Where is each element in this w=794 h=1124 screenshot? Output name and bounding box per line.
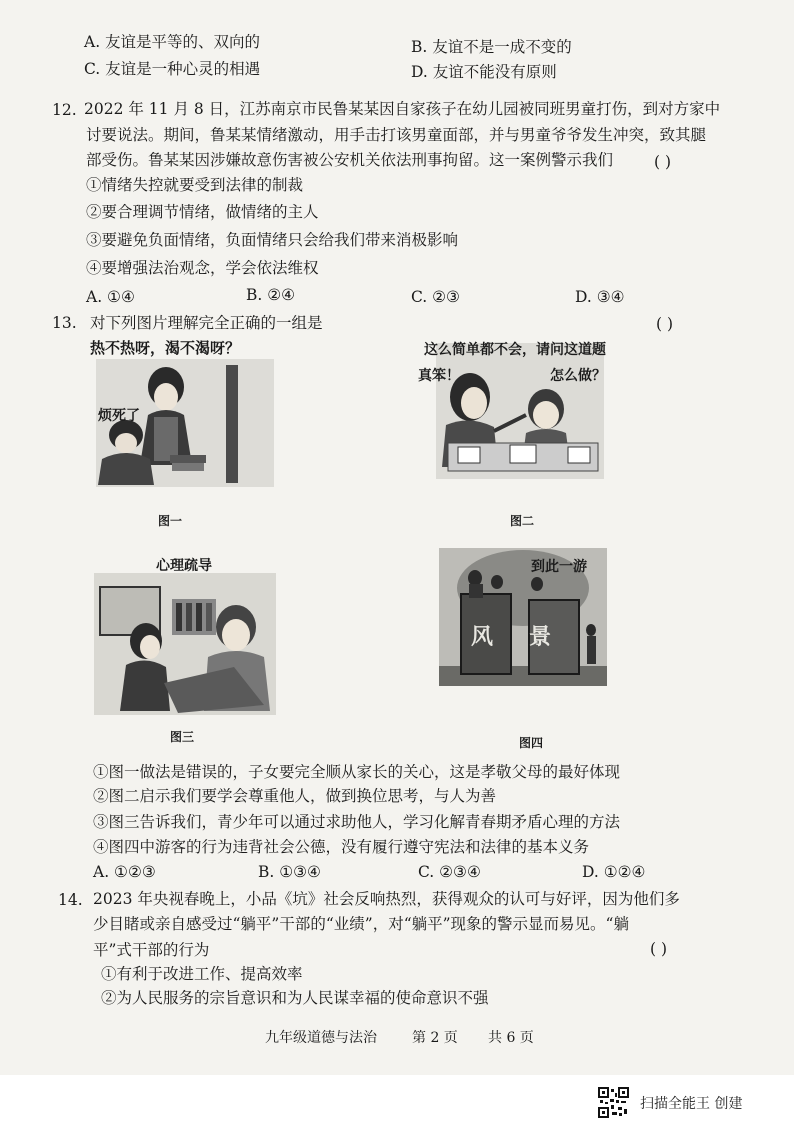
picture-1 bbox=[88, 335, 278, 530]
picture-2 bbox=[418, 335, 608, 530]
q11-option-c: C. 友谊是一种心灵的相遇 bbox=[84, 60, 261, 78]
q12-option-d: D. ③④ bbox=[575, 288, 625, 306]
footer-subject: 九年级道德与法治 bbox=[265, 1030, 377, 1046]
q13-stem: 对下列图片理解完全正确的一组是 bbox=[90, 314, 323, 332]
picture-4-caption: 图四 bbox=[519, 736, 544, 750]
q12-stem-line-3: 部受伤。鲁某某因涉嫌故意伤害被公安机关依法刑事拘留。这一案例警示我们 bbox=[86, 151, 614, 169]
q11-option-a: A. 友谊是平等的、双向的 bbox=[84, 33, 261, 51]
picture-2-bubble-right-line-2: 怎么做？ bbox=[550, 368, 606, 384]
q13-statement-2: ②图二启示我们要学会尊重他人，做到换位思考，与人为善 bbox=[93, 787, 497, 805]
footer-total-pages: 共 6 页 bbox=[488, 1030, 534, 1046]
q13-option-d: D. ①②④ bbox=[582, 863, 646, 881]
q13-statement-3: ③图三告诉我们，青少年可以通过求助他人，学习化解青春期矛盾心理的方法 bbox=[93, 813, 621, 831]
q13-option-a: A. ①②③ bbox=[93, 863, 156, 881]
q12-stem-line-2: 讨要说法。期间，鲁某某情绪激动，用手击打该男童面部，并与男童爷爷发生冲突，致其腿 bbox=[86, 126, 707, 144]
q13-number: 13. bbox=[52, 314, 77, 332]
q13-answer-blank: ( ) bbox=[656, 315, 674, 333]
q14-stem-line-3: 平”式干部的行为 bbox=[93, 941, 210, 959]
q14-statement-1: ①有利于改进工作、提高效率 bbox=[101, 965, 303, 983]
q11-option-d: D. 友谊不能没有原则 bbox=[411, 63, 557, 81]
picture-1-caption: 图一 bbox=[158, 514, 183, 528]
q12-statement-1: ①情绪失控就要受到法律的制裁 bbox=[86, 176, 304, 194]
picture-2-caption: 图二 bbox=[510, 514, 535, 528]
q12-option-c: C. ②③ bbox=[411, 288, 460, 306]
q13-statement-4: ④图四中游客的行为违背社会公德，没有履行遵守宪法和法律的基本义务 bbox=[93, 838, 590, 856]
picture-1-bubble-top: 热不热呀，渴不渴呀？ bbox=[90, 339, 241, 357]
q12-statement-2: ②要合理调节情绪，做情绪的主人 bbox=[86, 203, 319, 221]
q13-statement-1: ①图一做法是错误的，子女要完全顺从家长的关心，这是孝敬父母的最好体现 bbox=[93, 763, 621, 781]
q12-option-b: B. ②④ bbox=[246, 286, 296, 304]
picture-2-bubble-left-line-2: 真笨！ bbox=[418, 368, 460, 384]
qr-code-icon bbox=[598, 1087, 629, 1118]
picture-4-sign-text: 风景 bbox=[471, 625, 588, 650]
footer-page-number: 第 2 页 bbox=[412, 1030, 458, 1046]
q14-stem-line-2: 少目睹或亲自感受过“躺平”干部的“业绩”，对“躺平”现象的警示显而易见。“躺 bbox=[93, 915, 629, 933]
q14-answer-blank: ( ) bbox=[650, 940, 668, 958]
picture-3-bubble-top: 心理疏导 bbox=[156, 558, 212, 574]
q12-option-a: A. ①④ bbox=[86, 288, 135, 306]
q14-statement-2: ②为人民服务的宗旨意识和为人民谋幸福的使命意识不强 bbox=[101, 989, 489, 1007]
picture-3 bbox=[94, 545, 278, 744]
q12-number: 12. bbox=[52, 101, 77, 119]
q14-number: 14. bbox=[58, 891, 83, 909]
q13-option-b: B. ①③④ bbox=[258, 863, 321, 881]
q14-stem-line-1: 2023 年央视春晚上，小品《坑》社会反响热烈，获得观众的认可与好评，因为他们多 bbox=[93, 890, 680, 908]
scanner-app-label: 扫描全能王 创建 bbox=[640, 1096, 743, 1112]
picture-3-caption: 图三 bbox=[170, 730, 195, 744]
picture-2-bubble-left-line-1: 这么简单都不会， bbox=[424, 342, 536, 358]
q12-statement-4: ④要增强法治观念，学会依法维权 bbox=[86, 259, 319, 277]
q12-statement-3: ③要避免负面情绪，负面情绪只会给我们带来消极影响 bbox=[86, 231, 459, 249]
q12-stem-line-1: 2022 年 11 月 8 日，江苏南京市民鲁某某因自家孩子在幼儿园被同班男童打伤，到对方家中 bbox=[84, 100, 721, 118]
picture-4-bubble-top: 到此一游 bbox=[531, 559, 587, 575]
picture-1-bubble-left: 烦死了 bbox=[98, 408, 140, 424]
picture-1-illustration bbox=[88, 335, 278, 530]
picture-4 bbox=[439, 548, 608, 748]
q13-option-c: C. ②③④ bbox=[418, 863, 481, 881]
q11-option-b: B. 友谊不是一成不变的 bbox=[411, 38, 572, 56]
picture-2-bubble-right-line-1: 请问这道题 bbox=[536, 342, 606, 358]
q12-answer-blank: ( ) bbox=[654, 153, 672, 171]
